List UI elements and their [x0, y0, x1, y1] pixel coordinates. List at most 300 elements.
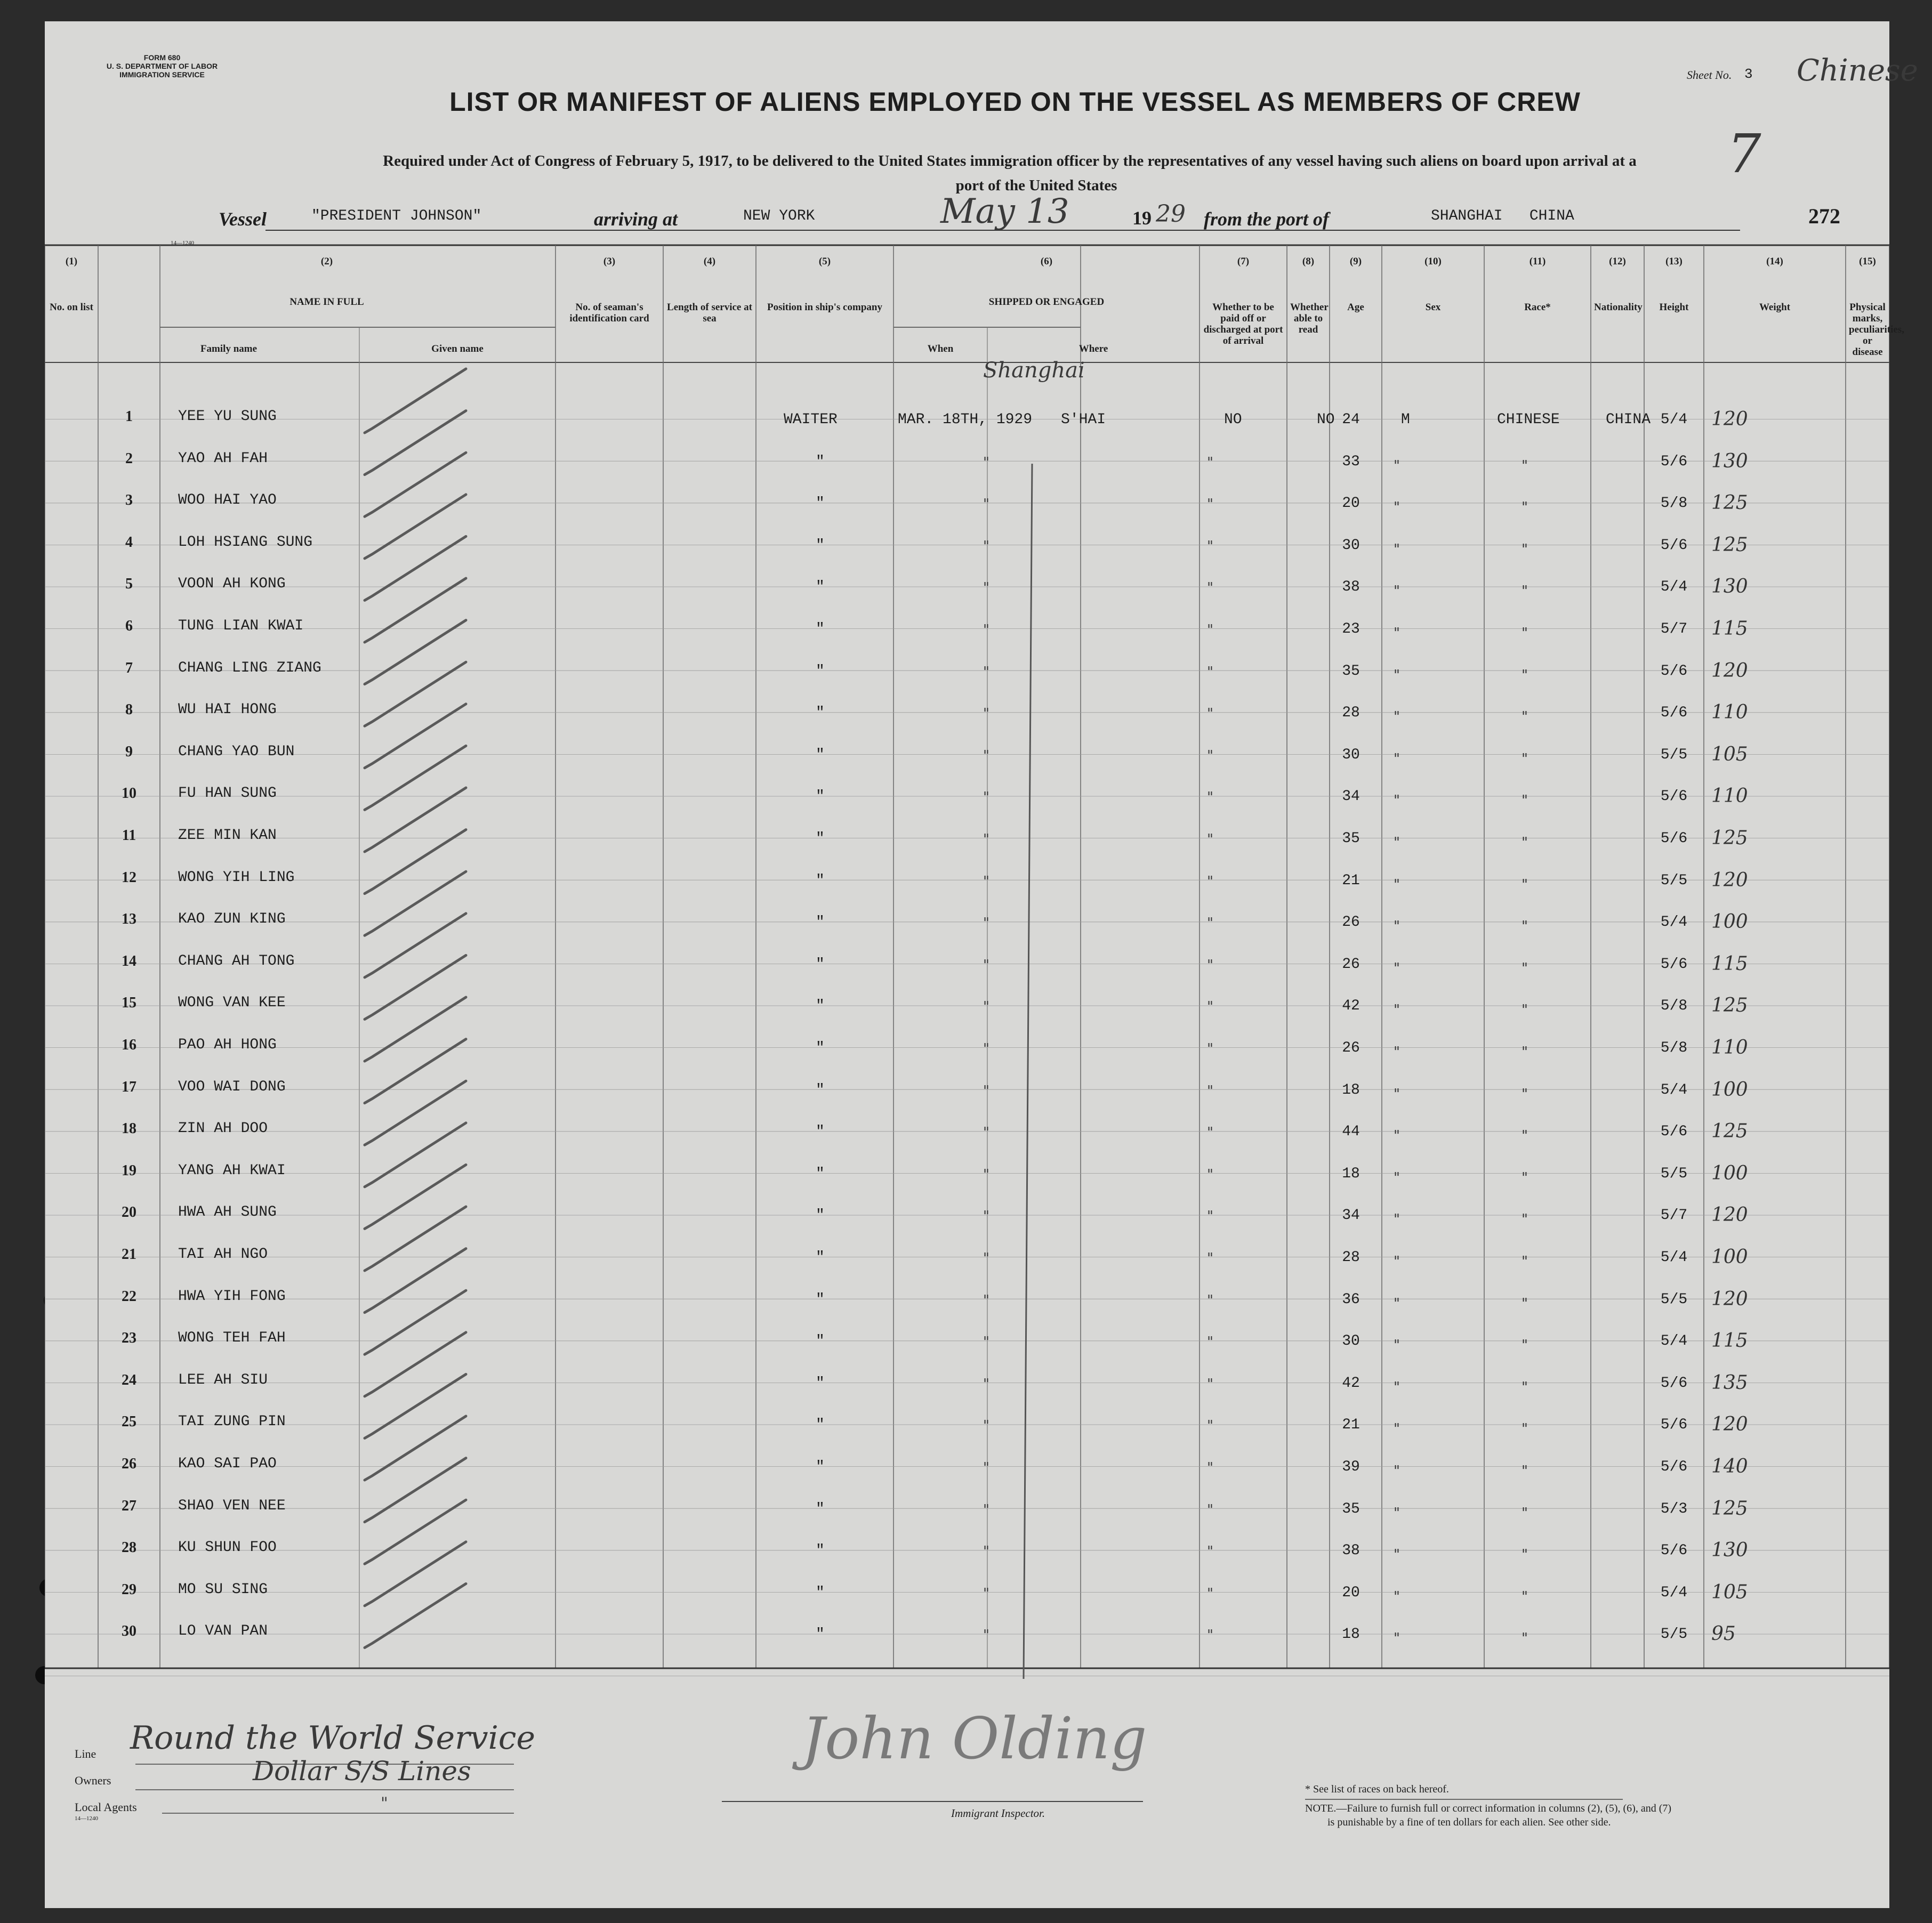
age: 30	[1342, 746, 1360, 763]
crew-name: VOO WAI DONG	[178, 1078, 286, 1095]
age: 35	[1342, 830, 1360, 847]
weight: 125	[1711, 1120, 1748, 1143]
position-ditto: "	[816, 1542, 825, 1560]
position-ditto: "	[816, 1459, 825, 1475]
paid-off-ditto: "	[1207, 1334, 1213, 1351]
age: 33	[1342, 453, 1360, 470]
when-ditto: "	[983, 496, 989, 513]
when-ditto: "	[983, 664, 989, 680]
race: CHINESE	[1497, 411, 1560, 428]
height: 5/3	[1660, 1500, 1688, 1517]
column-label: Whether to be paid off or discharged at port of arrival	[1203, 302, 1283, 346]
position-ditto: "	[816, 788, 825, 805]
column-number: (15)	[1859, 256, 1876, 267]
paid-off-ditto: "	[1207, 1544, 1213, 1560]
arriving-port: NEW YORK	[743, 208, 815, 224]
paid-off-ditto: "	[1207, 622, 1213, 638]
row-number: 5	[125, 576, 133, 593]
position-ditto: "	[816, 1124, 825, 1141]
row-number: 4	[125, 534, 133, 551]
manifest-sheet	[45, 21, 1918, 1908]
column-number: (2)	[320, 256, 333, 267]
form-id-line: IMMIGRATION SERVICE	[119, 70, 205, 79]
crew-name: PAO AH HONG	[178, 1037, 277, 1053]
check-mark	[365, 704, 466, 768]
age: 38	[1342, 1542, 1360, 1560]
age: 28	[1342, 705, 1360, 722]
sex: M	[1401, 411, 1410, 428]
row-number: 6	[125, 618, 133, 634]
row-number: 19	[122, 1162, 136, 1179]
position-ditto: "	[816, 746, 825, 763]
weight: 115	[1711, 952, 1748, 975]
crew-name: HWA YIH FONG	[178, 1288, 286, 1305]
age: 35	[1342, 662, 1360, 680]
column-number: (7)	[1237, 256, 1250, 267]
sex-ditto: "	[1394, 709, 1400, 725]
sex-ditto: "	[1394, 960, 1400, 976]
paid-off-ditto: "	[1207, 1585, 1213, 1602]
column-number: (8)	[1302, 256, 1315, 267]
weight: 100	[1711, 1162, 1748, 1184]
weight: 120	[1711, 1288, 1748, 1310]
sex-ditto: "	[1394, 1044, 1400, 1060]
crew-name: LO VAN PAN	[178, 1623, 268, 1640]
column-number: (13)	[1665, 256, 1683, 267]
age: 21	[1342, 872, 1360, 889]
vessel-label: Vessel	[219, 208, 267, 230]
check-mark	[365, 955, 466, 1019]
sheet-note: Chinese	[1797, 53, 1918, 88]
age: 30	[1342, 537, 1360, 554]
weight: 115	[1711, 1330, 1748, 1352]
weight: 125	[1711, 827, 1748, 849]
crew-name: LOH HSIANG SUNG	[178, 534, 313, 551]
year-suffix: 29	[1156, 200, 1186, 228]
crew-name: CHANG AH TONG	[178, 952, 295, 969]
race-ditto: "	[1522, 583, 1528, 600]
form-id-line: U. S. DEPARTMENT OF LABOR	[106, 62, 218, 70]
age: 20	[1342, 495, 1360, 512]
check-mark	[365, 578, 466, 642]
height: 5/7	[1660, 1207, 1688, 1224]
height: 5/7	[1660, 621, 1688, 637]
height: 5/6	[1660, 1417, 1688, 1434]
row-number: 29	[122, 1581, 136, 1598]
race-ditto: "	[1522, 1337, 1528, 1354]
position-ditto: "	[816, 537, 825, 554]
check-mark	[365, 1542, 466, 1606]
row-number: 28	[122, 1539, 136, 1556]
position-ditto: "	[816, 956, 825, 973]
position-ditto: "	[816, 1626, 825, 1643]
row-number: 25	[122, 1413, 136, 1431]
height: 5/6	[1660, 1375, 1688, 1392]
line-label: Line	[75, 1747, 96, 1760]
weight: 120	[1711, 1204, 1748, 1226]
where-annotation: Shanghai	[983, 358, 1085, 383]
column-number: (3)	[603, 256, 616, 267]
height: 5/6	[1660, 453, 1688, 470]
row-number: 2	[125, 450, 133, 467]
height: 5/6	[1660, 1459, 1688, 1475]
position: WAITER	[784, 411, 838, 428]
subtitle-line-2: port of the United States	[955, 177, 1117, 194]
position-ditto: "	[816, 1291, 825, 1308]
height: 5/8	[1660, 1040, 1688, 1056]
sex-ditto: "	[1394, 793, 1400, 809]
age: 42	[1342, 998, 1360, 1015]
weight: 95	[1711, 1623, 1736, 1645]
age: 23	[1342, 621, 1360, 637]
height: 5/5	[1660, 1165, 1688, 1182]
when-ditto: "	[983, 747, 989, 764]
age: 18	[1342, 1626, 1360, 1643]
check-mark	[365, 1249, 466, 1313]
height: 5/6	[1660, 956, 1688, 973]
vessel-name: "PRESIDENT JOHNSON"	[311, 208, 482, 224]
height: 5/4	[1660, 1081, 1688, 1098]
weight: 115	[1711, 618, 1748, 640]
race-ditto: "	[1522, 1630, 1528, 1647]
column-number: (9)	[1349, 256, 1362, 267]
agents-value: "	[381, 1794, 388, 1813]
sex-ditto: "	[1394, 835, 1400, 851]
check-mark	[365, 997, 466, 1061]
check-mark	[365, 662, 466, 726]
when-ditto: "	[983, 915, 989, 932]
column-label: Nationality	[1594, 302, 1643, 313]
height: 5/4	[1660, 1249, 1688, 1266]
when-ditto: "	[983, 580, 989, 596]
when-ditto: "	[983, 1125, 989, 1141]
age: 34	[1342, 788, 1360, 805]
crew-name: VOON AH KONG	[178, 576, 286, 593]
race-note: * See list of races on back hereof.	[1305, 1783, 1449, 1795]
race-ditto: "	[1522, 750, 1528, 767]
when-ditto: "	[983, 538, 989, 554]
height: 5/4	[1660, 579, 1688, 596]
column-number: (5)	[818, 256, 831, 267]
row-number: 22	[122, 1288, 136, 1305]
sex-ditto: "	[1394, 1588, 1400, 1605]
footer-print-code: 14—1240	[75, 1815, 98, 1822]
race-ditto: "	[1522, 541, 1528, 557]
race-ditto: "	[1522, 1379, 1528, 1395]
agents-label: Local Agents	[75, 1800, 137, 1814]
crew-name: WONG YIH LING	[178, 869, 295, 886]
position-ditto: "	[816, 830, 825, 847]
check-mark	[365, 1081, 466, 1145]
paid-off-ditto: "	[1207, 1376, 1213, 1392]
paid-off-ditto: "	[1207, 1125, 1213, 1141]
page-title: LIST OR MANIFEST OF ALIENS EMPLOYED ON THE VESSEL AS MEMBERS OF CREW	[449, 87, 1581, 117]
sex-ditto: "	[1394, 457, 1400, 474]
weight: 110	[1711, 701, 1748, 724]
sex-ditto: "	[1394, 499, 1400, 516]
margin-mark: 7	[1727, 123, 1761, 185]
check-mark	[365, 1416, 466, 1480]
age: 18	[1342, 1081, 1360, 1098]
row-number: 26	[122, 1456, 136, 1472]
row-number: 16	[122, 1037, 136, 1053]
position-ditto: "	[816, 1249, 825, 1266]
race-ditto: "	[1522, 667, 1528, 683]
when-ditto: "	[983, 706, 989, 722]
check-mark	[365, 1458, 466, 1522]
check-mark	[365, 1123, 466, 1187]
position-ditto: "	[816, 1081, 825, 1098]
crew-name: KU SHUN FOO	[178, 1539, 277, 1556]
penalty-note-1: NOTE.—Failure to furnish full or correct information in columns (2), (5), (6), and (7)	[1305, 1803, 1672, 1814]
race-ditto: "	[1522, 1505, 1528, 1521]
height: 5/5	[1660, 1626, 1688, 1643]
weight: 125	[1711, 1497, 1748, 1520]
height: 5/6	[1660, 537, 1688, 554]
race-ditto: "	[1522, 709, 1528, 725]
when-ditto: "	[983, 1208, 989, 1225]
inspector-label: Immigrant Inspector.	[951, 1807, 1045, 1820]
sex-ditto: "	[1394, 918, 1400, 935]
arriving-label: arriving at	[594, 208, 678, 230]
when-ditto: "	[983, 1041, 989, 1057]
column-label: Weight	[1759, 302, 1791, 313]
position-ditto: "	[816, 1584, 825, 1601]
sex-ditto: "	[1394, 1086, 1400, 1102]
column-label: No. on list	[50, 302, 93, 313]
column-label: Age	[1347, 302, 1364, 313]
weight: 120	[1711, 869, 1748, 891]
sex-ditto: "	[1394, 1421, 1400, 1437]
row-number: 10	[122, 785, 136, 802]
row-number: 13	[122, 911, 136, 928]
race-ditto: "	[1522, 960, 1528, 976]
age: 30	[1342, 1333, 1360, 1350]
race-ditto: "	[1522, 1128, 1528, 1144]
weight: 105	[1711, 743, 1748, 765]
column-number: (10)	[1424, 256, 1442, 267]
crew-name: TAI AH NGO	[178, 1246, 268, 1263]
column-number: (14)	[1766, 256, 1783, 267]
subtitle-line-1: Required under Act of Congress of February 5, 1917, to be delivered to the United States immigration officer by the representatives of any vessel having such aliens on board upon arrival at a	[383, 152, 1637, 169]
year-prefix: 19	[1132, 207, 1152, 229]
weight: 120	[1711, 408, 1748, 430]
owners-label: Owners	[75, 1774, 111, 1787]
shipped-when: MAR. 18TH, 1929	[898, 411, 1033, 428]
height: 5/5	[1660, 872, 1688, 889]
height: 5/6	[1660, 788, 1688, 805]
row-number: 15	[122, 995, 136, 1012]
position-ditto: "	[816, 453, 825, 470]
age: 21	[1342, 1417, 1360, 1434]
height: 5/4	[1660, 1333, 1688, 1350]
sex-ditto: "	[1394, 1002, 1400, 1019]
column-label: NAME IN FULL	[289, 296, 364, 308]
when-ditto: "	[983, 1585, 989, 1602]
when-ditto: "	[983, 1627, 989, 1644]
row-number: 3	[125, 492, 133, 509]
penalty-note-2: is punishable by a fine of ten dollars for each alien. See other side.	[1327, 1816, 1611, 1828]
crew-name: ZEE MIN KAN	[178, 827, 277, 844]
when-ditto: "	[983, 789, 989, 806]
age: 35	[1342, 1500, 1360, 1517]
paid-off-ditto: "	[1207, 1041, 1213, 1057]
age: 18	[1342, 1165, 1360, 1182]
weight: 100	[1711, 1246, 1748, 1268]
crew-name: WONG TEH FAH	[178, 1330, 286, 1347]
check-mark	[365, 1332, 466, 1396]
check-mark	[365, 620, 466, 684]
check-mark	[365, 1583, 466, 1647]
when-ditto: "	[983, 622, 989, 638]
height: 5/8	[1660, 495, 1688, 512]
paid-off: NO	[1224, 411, 1242, 428]
able-to-read: NO	[1317, 411, 1335, 428]
race-ditto: "	[1522, 1421, 1528, 1437]
height: 5/6	[1660, 1542, 1688, 1560]
crew-name: WU HAI HONG	[178, 701, 277, 718]
sex-ditto: "	[1394, 1630, 1400, 1647]
column-label: Race*	[1524, 302, 1551, 313]
row-number: 20	[122, 1204, 136, 1221]
position-ditto: "	[816, 621, 825, 637]
row-number: 8	[125, 701, 133, 718]
sex-ditto: "	[1394, 667, 1400, 683]
check-mark	[365, 1039, 466, 1103]
crew-name: CHANG LING ZIANG	[178, 659, 321, 676]
height: 5/8	[1660, 998, 1688, 1015]
when-ditto: "	[983, 1292, 989, 1308]
position-ditto: "	[816, 998, 825, 1015]
weight: 105	[1711, 1581, 1748, 1603]
crew-name: YEE YU SUNG	[178, 408, 277, 425]
column-label: Height	[1659, 302, 1689, 313]
race-ditto: "	[1522, 793, 1528, 809]
check-mark	[365, 536, 466, 600]
check-mark	[365, 1374, 466, 1438]
paid-off-ditto: "	[1207, 1292, 1213, 1308]
race-ditto: "	[1522, 1463, 1528, 1479]
sex-ditto: "	[1394, 1547, 1400, 1563]
height: 5/4	[1660, 1584, 1688, 1601]
position-ditto: "	[816, 1040, 825, 1056]
check-mark	[365, 1165, 466, 1229]
check-mark	[365, 788, 466, 852]
row-number: 23	[122, 1330, 136, 1347]
when-ditto: "	[983, 957, 989, 973]
from-port: SHANGHAI CHINA	[1431, 208, 1574, 224]
race-ditto: "	[1522, 918, 1528, 935]
weight: 130	[1711, 576, 1748, 598]
position-ditto: "	[816, 1417, 825, 1434]
paid-off-ditto: "	[1207, 1208, 1213, 1225]
paid-off-ditto: "	[1207, 580, 1213, 596]
nationality: CHINA	[1606, 411, 1651, 428]
weight: 125	[1711, 995, 1748, 1017]
check-mark	[365, 1207, 466, 1271]
race-ditto: "	[1522, 835, 1528, 851]
page-number: 272	[1808, 204, 1840, 228]
paid-off-ditto: "	[1207, 957, 1213, 973]
when-ditto: "	[983, 1334, 989, 1351]
sex-ditto: "	[1394, 1505, 1400, 1521]
weight: 110	[1711, 785, 1748, 807]
weight: 120	[1711, 659, 1748, 682]
height: 5/6	[1660, 662, 1688, 680]
race-ditto: "	[1522, 1211, 1528, 1228]
paid-off-ditto: "	[1207, 454, 1213, 471]
age: 38	[1342, 579, 1360, 596]
sex-ditto: "	[1394, 1295, 1400, 1312]
height: 5/6	[1660, 705, 1688, 722]
weight: 130	[1711, 1539, 1748, 1562]
age: 36	[1342, 1291, 1360, 1308]
weight: 135	[1711, 1371, 1748, 1394]
line-value: Round the World Service	[130, 1719, 535, 1757]
sex-ditto: "	[1394, 1254, 1400, 1270]
column-sublabel: Family name	[200, 343, 257, 354]
age: 34	[1342, 1207, 1360, 1224]
column-label: Physical marks, peculiarities, or disease	[1849, 302, 1904, 358]
crew-name: KAO ZUN KING	[178, 911, 286, 928]
race-ditto: "	[1522, 499, 1528, 516]
check-mark	[365, 495, 466, 559]
check-mark	[365, 453, 466, 516]
column-number: (4)	[703, 256, 716, 267]
paid-off-ditto: "	[1207, 1082, 1213, 1099]
crew-name: HWA AH SUNG	[178, 1204, 277, 1221]
crew-name: TUNG LIAN KWAI	[178, 618, 304, 634]
check-mark	[365, 914, 466, 977]
print-code: 14—1240	[171, 240, 194, 246]
form-id-line: FORM 680	[143, 53, 181, 62]
sheet-label: Sheet No.	[1687, 68, 1732, 82]
column-label: Length of service at sea	[667, 302, 752, 324]
crew-name: WONG VAN KEE	[178, 995, 286, 1012]
crew-name: YAO AH FAH	[178, 450, 268, 467]
paid-off-ditto: "	[1207, 1460, 1213, 1476]
weight: 100	[1711, 911, 1748, 933]
sex-ditto: "	[1394, 1169, 1400, 1186]
position-ditto: "	[816, 1165, 825, 1182]
when-ditto: "	[983, 1544, 989, 1560]
paid-off-ditto: "	[1207, 1166, 1213, 1183]
position-ditto: "	[816, 662, 825, 680]
check-mark	[365, 830, 466, 894]
check-mark	[365, 411, 466, 475]
age: 26	[1342, 914, 1360, 931]
age: 26	[1342, 956, 1360, 973]
sex-ditto: "	[1394, 1379, 1400, 1395]
when-ditto: "	[983, 1250, 989, 1266]
race-ditto: "	[1522, 1295, 1528, 1312]
paid-off-ditto: "	[1207, 999, 1213, 1015]
crew-name: KAO SAI PAO	[178, 1456, 277, 1472]
age: 20	[1342, 1584, 1360, 1601]
race-ditto: "	[1522, 876, 1528, 893]
when-ditto: "	[983, 454, 989, 471]
row-number: 14	[122, 952, 136, 969]
position-ditto: "	[816, 1375, 825, 1392]
position-ditto: "	[816, 705, 825, 722]
age: 28	[1342, 1249, 1360, 1266]
height: 5/4	[1660, 914, 1688, 931]
sex-ditto: "	[1394, 625, 1400, 641]
race-ditto: "	[1522, 457, 1528, 474]
paid-off-ditto: "	[1207, 831, 1213, 847]
race-ditto: "	[1522, 1588, 1528, 1605]
column-label: Position in ship's company	[767, 302, 882, 313]
